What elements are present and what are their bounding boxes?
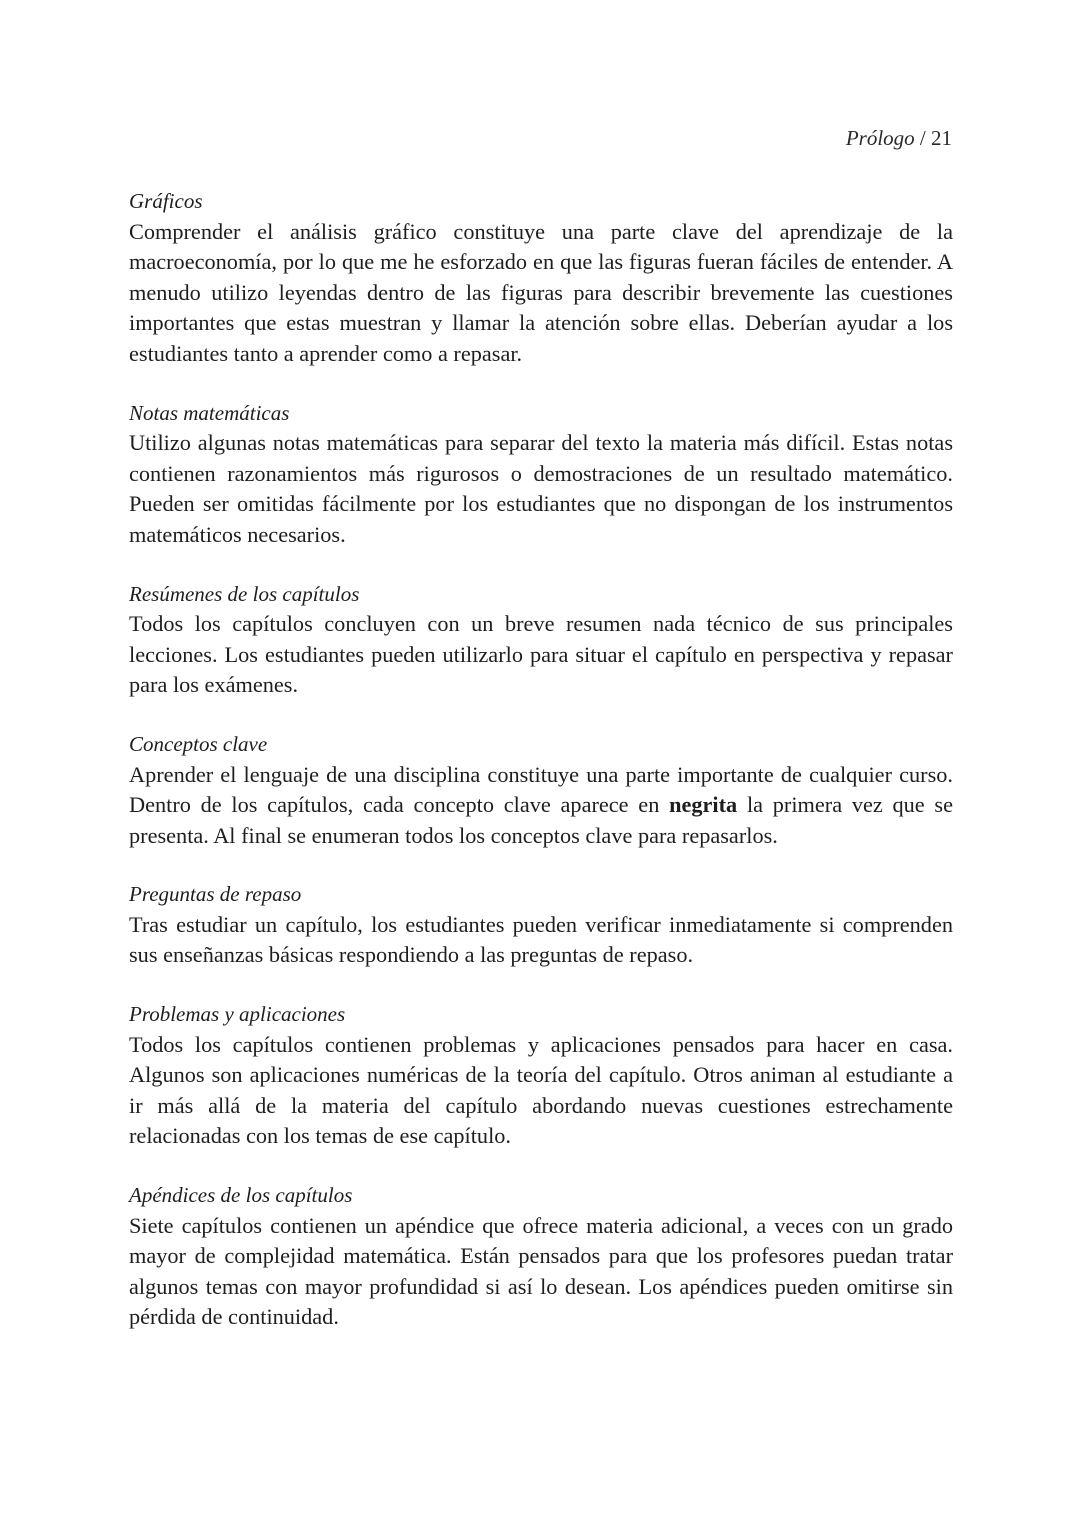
bold-term: negrita: [669, 792, 738, 818]
page-number: 21: [931, 126, 952, 150]
section-title: Conceptos clave: [129, 731, 268, 756]
running-head-separator: /: [914, 126, 931, 150]
section-paragraph: Siete capítulos contienen un apéndice que ofrece materia adicional, a veces con un grado mayor de complejidad matemática. Están pensados para que los profesores puedan tratar algunos temas con mayor profundidad si así lo desean. Los apéndices pueden omitirse sin pérdida de continuidad.: [129, 1212, 953, 1330]
section-paragraph: [129, 760, 953, 852]
section-preguntas-repaso: [129, 879, 953, 971]
section-problemas-aplicaciones: [129, 999, 953, 1152]
section-paragraph: Tras estudiar un capítulo, los estudiantes pueden verificar inmediatamente si comprenden sus enseñanzas básicas respondiendo a las preguntas de repaso.: [129, 911, 953, 968]
section-paragraph: Comprender el análisis gráfico constituye una parte clave del aprendizaje de la macroeconomía, por lo que me he esforzado en que las figuras fueran fáciles de entender. A menudo utilizo leyendas dentro de las figuras para describir brevemente las cuestiones importantes que estas muestran y llamar la atención sobre ellas. Deberían ayudar a los estudiantes tanto a aprender como a repasar.: [129, 218, 953, 366]
running-head-title: Prólogo: [845, 126, 915, 150]
section-title: Preguntas de repaso: [129, 882, 302, 907]
section-paragraph: Todos los capítulos contienen problemas y aplicaciones pensados para hacer en casa. Algunos son aplicaciones numéricas de la teoría del capítulo. Otros animan al estudiante a ir más allá de la materia del capítulo abordando nuevas cuestiones estrechamente relacionadas con los temas de ese capítulo.: [129, 1031, 953, 1149]
section-graficos: [129, 186, 953, 370]
section-title: Apéndices de los capítulos: [129, 1183, 353, 1208]
section-title: Gráficos: [129, 189, 203, 213]
section-resumenes: [129, 579, 953, 701]
section-paragraph: Todos los capítulos concluyen con un breve resumen nada técnico de sus principales lecciones. Los estudiantes pueden utilizarlo para situar el capítulo en perspectiva y repasar para los exámenes.: [129, 611, 953, 698]
paragraph-text: la primera vez que se presenta. Al final se enumeran todos los conceptos clave para repasarlos.: [129, 792, 954, 848]
section-title: Resúmenes de los capítulos: [129, 581, 360, 606]
section-title: Problemas y aplicaciones: [129, 1002, 346, 1027]
running-head: [846, 124, 952, 152]
section-apendices: [129, 1180, 953, 1333]
page-body: [129, 186, 953, 1361]
section-conceptos-clave: [129, 729, 953, 851]
section-notas-matematicas: [129, 398, 953, 551]
paragraph-text: Aprender el lenguaje de una disciplina constituye una parte importante de cualquier curso. Dentro de los capítulos, cada concepto clave aparece en: [129, 761, 953, 818]
section-paragraph: Utilizo algunas notas matemáticas para separar del texto la materia más difícil. Estas notas contienen razonamientos más rigurosos o demostraciones de un resultado matemático. Pueden ser omitidas fácilmente por los estudiantes que no dispongan de los instrumentos matemáticos necesarios.: [129, 430, 953, 547]
section-title: Notas matemáticas: [129, 400, 290, 425]
